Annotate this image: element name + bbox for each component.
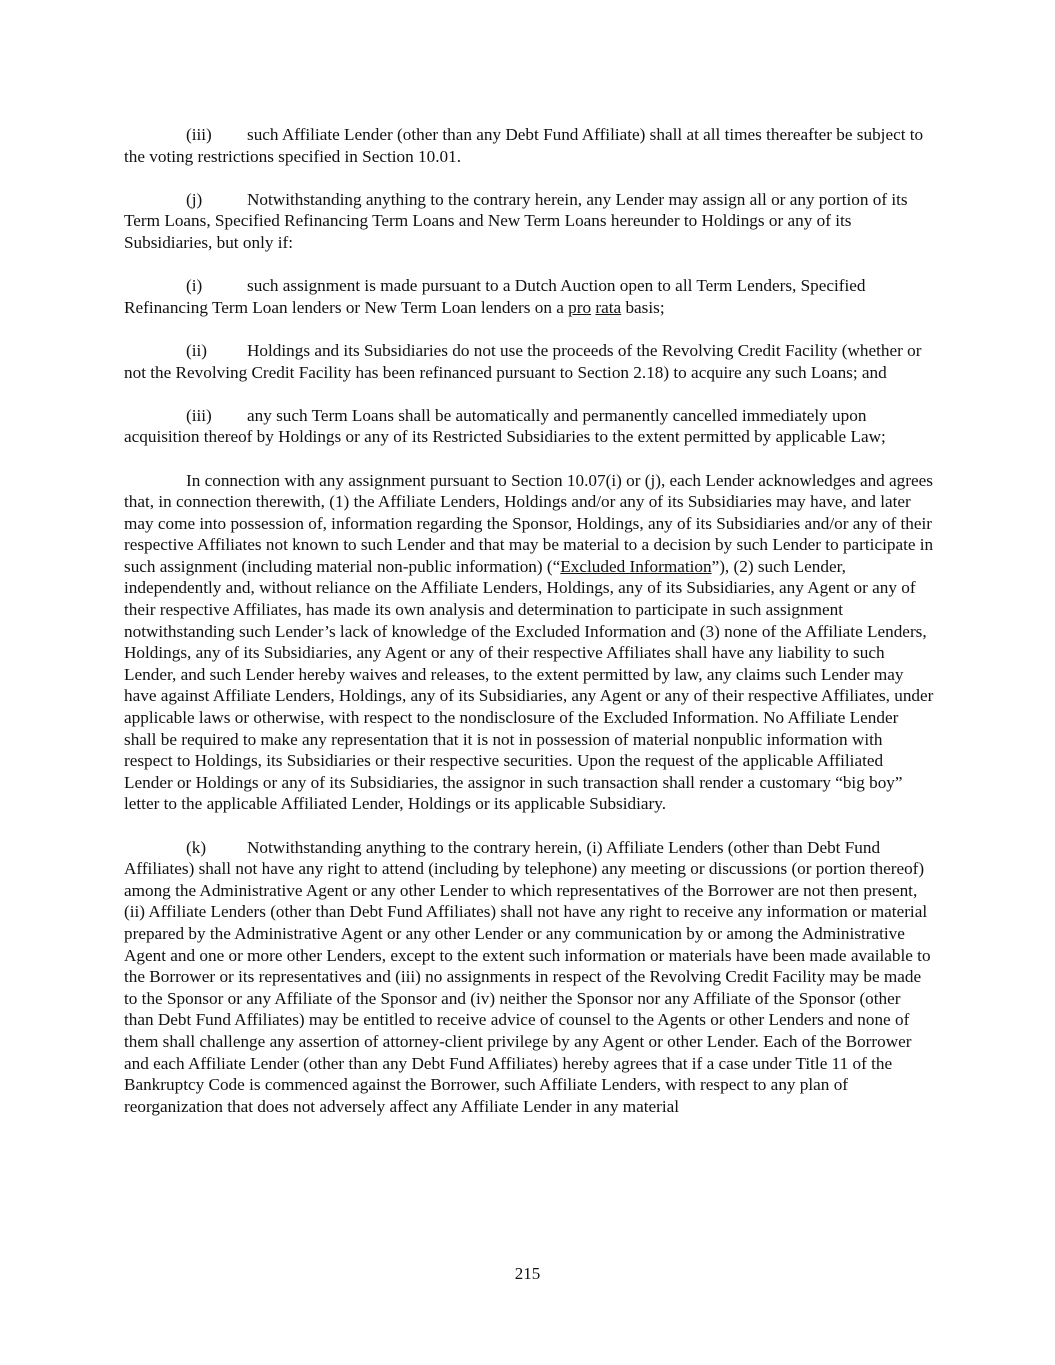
clause-text: In connection with any assignment pursuant to Section 10.07(i) or (j), each Lender acknowledges and agrees that, in connection therewith, (1) the Affiliate Lenders, Holdings and/or any of its Subsidiaries may have, and later may come into possession of, information regarding the Sponsor, Holdings, any of its Subsidiaries and/or any of their respective Affiliates not known to such Lender and that may be material to a decision by such Lender to participate in such assignment (including material non-public information) (“ xyxy=(124,470,934,576)
underlined-term-rata: rata xyxy=(595,297,622,317)
clause-text: such Affiliate Lender (other than any Debt Fund Affiliate) shall at all times thereafter be subject to the voting restrictions specified in Section 10.01. xyxy=(124,125,924,166)
paragraph-iii-voting xyxy=(124,124,934,167)
defined-term-excluded-information: Excluded Information xyxy=(560,556,712,576)
clause-number: (iii) xyxy=(186,405,212,425)
page-number: 215 xyxy=(514,1264,541,1283)
clause-text-end: basis; xyxy=(621,297,665,317)
paragraph-ii-proceeds xyxy=(124,340,934,383)
clause-text: Notwithstanding anything to the contrary herein, any Lender may assign all or any portion of its Term Loans, Specified Refinancing Term Loans and New Term Loans hereunder to Holdings or any of its Subsidiaries, but only if: xyxy=(124,189,908,252)
underlined-term-pro: pro xyxy=(568,297,592,317)
paragraph-i-dutch-auction xyxy=(124,275,934,318)
clause-number: (ii) xyxy=(186,340,207,360)
clause-number: (i) xyxy=(186,276,203,296)
paragraph-j-assignment xyxy=(124,189,934,254)
clause-number: (k) xyxy=(186,837,207,857)
clause-number: (iii) xyxy=(186,125,212,144)
clause-text-end: ”), (2) such Lender, independently and, without reliance on the Affiliate Lenders, Holdings, any of its Subsidiaries, any Agent or any of their respective Affiliates, has made its own analysis and determination to participate in such assignment notwithstanding such Lender’s lack of knowledge of the Excluded Information and (3) none of the Affiliate Lenders, Holdings, any of its Subsidiaries, any Agent or any of their respective Affiliates shall have any liability to such Lender, and such Lender hereby waives and releases, to the extent permitted by law, any claims such Lender may have against Affiliate Lenders, Holdings, any of its Subsidiaries, any Agent or any of their respective Affiliates, under applicable laws or otherwise, with respect to the nondisclosure of the Excluded Information. No Affiliate Lender shall be required to make any representation that it is not in possession of material nonpublic information with respect to Holdings, its Subsidiaries or their respective securities. Upon the request of the applicable Affiliated Lender or Holdings or any of its Subsidiaries, the assignor in such transaction shall render a customary “big boy” letter to the applicable Affiliated Lender, Holdings or its applicable Subsidiary. xyxy=(124,556,934,814)
paragraph-k-affiliate-restrictions xyxy=(124,837,934,1118)
clause-number: (j) xyxy=(186,189,203,209)
document-page xyxy=(124,124,934,1139)
paragraph-iii-cancellation xyxy=(124,405,934,448)
clause-text: Notwithstanding anything to the contrary herein, (i) Affiliate Lenders (other than Debt Fund Affiliates) shall not have any right to attend (including by telephone) any meeting or discussions (or portion thereof) among the Administrative Agent or any other Lender to which representatives of the Borrower are not then present, (ii) Affiliate Lenders (other than Debt Fund Affiliates) shall not have any right to receive any information or material prepared by the Administrative Agent or any other Lender or any communication by or among the Administrative Agent and one or more other Lenders, except to the extent such information or materials have been made available to the Borrower or its representatives and (iii) no assignments in respect of the Revolving Credit Facility may be made to the Sponsor or any Affiliate of the Sponsor and (iv) neither the Sponsor nor any Affiliate of the Sponsor (other than Debt Fund Affiliates) may be entitled to receive advice of counsel to the Agents or other Lenders and none of them shall challenge any assertion of attorney-client privilege by any Agent or other Lender. Each of the Borrower and each Affiliate Lender (other than any Debt Fund Affiliates) hereby agrees that if a case under Title 11 of the Bankruptcy Code is commenced against the Borrower, such Affiliate Lenders, with respect to any plan of reorganization that does not adversely affect any Affiliate Lender in any material xyxy=(124,837,931,1116)
clause-text: any such Term Loans shall be automatically and permanently cancelled immediately upon acquisition thereof by Holdings or any of its Restricted Subsidiaries to the extent permitted by applicable Law; xyxy=(124,405,886,447)
clause-text: such assignment is made pursuant to a Dutch Auction open to all Term Lenders, Specified Refinancing Term Loan lenders or New Term Loan lenders on a xyxy=(124,276,866,317)
paragraph-excluded-information xyxy=(124,470,934,816)
clause-text: Holdings and its Subsidiaries do not use the proceeds of the Revolving Credit Facility (whether or not the Revolving Credit Facility has been refinanced pursuant to Section 2.18) to acquire any such Loans; and xyxy=(124,340,922,382)
